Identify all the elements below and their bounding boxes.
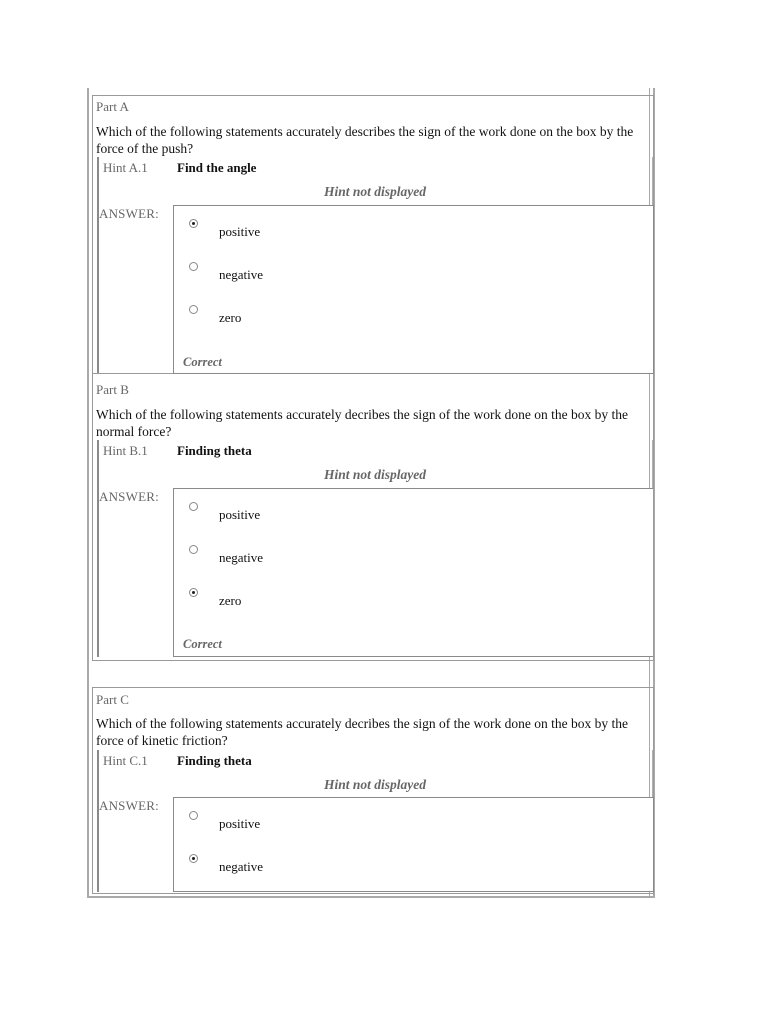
part-a-result: Correct [183,355,222,369]
option-b-zero: zero [219,593,242,608]
radio-c-positive[interactable] [189,811,198,820]
hint-c1-status: Hint not displayed [323,777,426,792]
part-c-question: Which of the following statements accurately decribes the sign of the work done on the box by the force of kinetic friction? [96,716,628,748]
part-a-label: Part A [96,99,129,114]
radio-a-zero[interactable] [189,305,198,314]
part-c-answer-box [173,797,654,892]
hint-a1-label: Hint A.1 [103,160,148,175]
part-b-result: Correct [183,637,222,651]
part-c-left-rule [97,750,99,892]
part-b-question: Which of the following statements accurately decribes the sign of the work done on the box by the normal force? [96,407,628,439]
option-a-zero: zero [219,310,242,325]
option-b-positive: positive [219,507,261,522]
part-b-label: Part B [96,382,129,397]
part-a-right-rule [652,157,653,205]
hint-b1-title[interactable]: Finding theta [177,443,252,458]
part-c-label: Part C [96,692,129,707]
part-b-box [92,374,654,661]
part-c-answer-label: ANSWER: [99,798,159,813]
radio-c-negative[interactable] [189,854,198,863]
option-c-positive: positive [219,816,261,831]
option-a-negative: negative [219,267,264,282]
part-c-right-rule [652,750,653,798]
part-a-answer-box [173,205,654,374]
hint-b1-label: Hint B.1 [103,443,148,458]
option-c-negative: negative [219,859,264,874]
radio-a-negative[interactable] [189,262,198,271]
part-a-left-rule [97,157,99,373]
hint-b1-status: Hint not displayed [323,467,426,482]
hint-c1-title[interactable]: Finding theta [177,753,252,768]
part-b-answer-label: ANSWER: [99,489,159,504]
radio-a-positive[interactable] [189,219,198,228]
part-a-answer-label: ANSWER: [99,206,159,221]
hint-c1-label: Hint C.1 [103,753,148,768]
option-b-negative: negative [219,550,264,565]
hint-a1-status: Hint not displayed [323,184,426,199]
option-a-positive: positive [219,224,261,239]
part-a-question: Which of the following statements accurately describes the sign of the work done on the box by the force of the push? [96,124,634,156]
hint-a1-title[interactable]: Find the angle [177,160,257,175]
